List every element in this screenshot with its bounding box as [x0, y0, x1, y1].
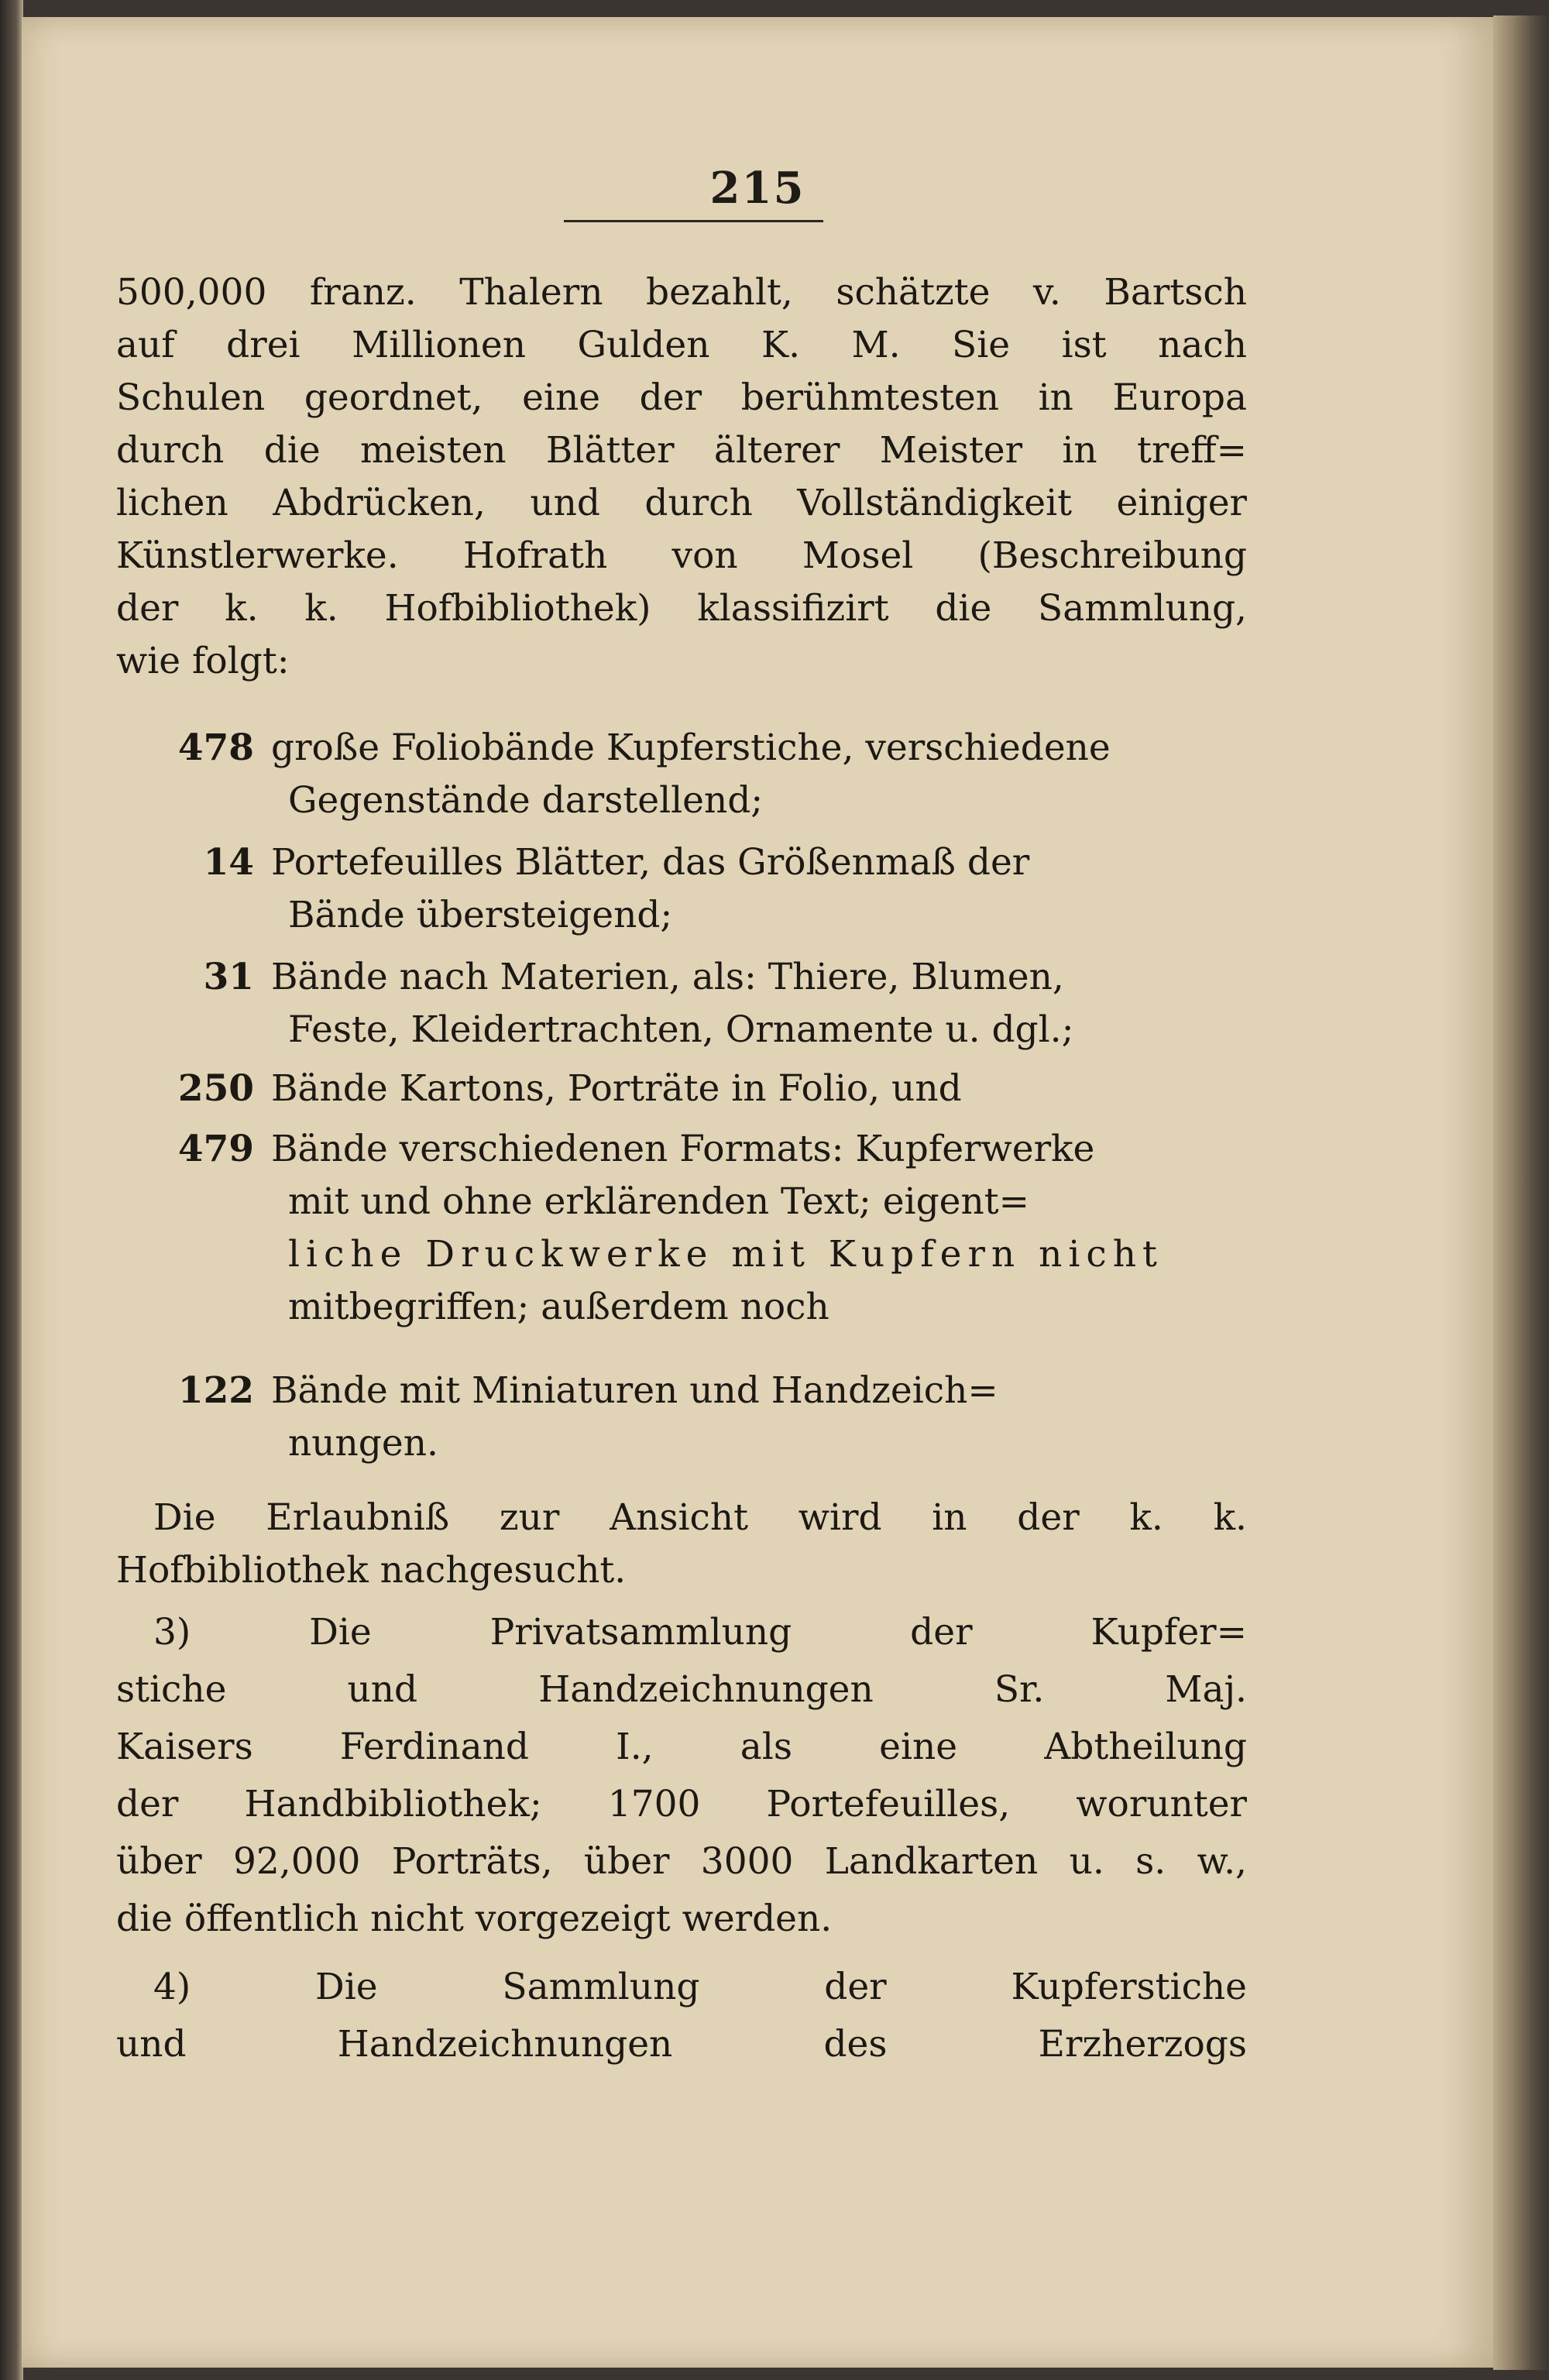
text-line: Künstlerwerke. Hofrath von Mosel (Beschreibung: [116, 534, 1247, 577]
text-line: der k. k. Hofbibliothek) klassifizirt die Sammlung,: [116, 587, 1247, 630]
text-line: 500,000 franz. Thalern bezahlt, schätzte v. Bartsch: [116, 271, 1247, 314]
text-line: auf drei Millionen Gulden K. M. Sie ist nach: [116, 324, 1247, 366]
entry-number: 478: [177, 726, 254, 769]
text-line: 3) Die Privatsammlung der Kupfer=: [153, 1611, 1247, 1654]
entry-text: Gegenstände darstellend;: [288, 779, 764, 822]
entry-text: Portefeuilles Blätter, das Größenmaß der: [271, 841, 1030, 884]
entry-text: Bände verschiedenen Formats: Kupferwerke: [271, 1128, 1095, 1170]
entry-text: Bände nach Materien, als: Thiere, Blumen,: [271, 956, 1064, 998]
list-item: [116, 951, 1247, 1004]
text-line: der Handbibliothek; 1700 Portefeuilles, worunter: [116, 1783, 1247, 1825]
entry-text: nungen.: [288, 1422, 438, 1465]
list-item: [116, 722, 1247, 774]
entry-text: Feste, Kleidertrachten, Ornamente u. dgl.;: [288, 1008, 1074, 1051]
entry-text: mitbegriffen; außerdem noch: [288, 1286, 829, 1328]
header-rule: [564, 220, 823, 222]
entry-number: 14: [203, 841, 254, 884]
entry-number: 479: [177, 1128, 254, 1170]
text-line: über 92,000 Porträts, über 3000 Landkarten u. s. w.,: [116, 1840, 1247, 1883]
text-line: Hofbibliothek nachgesucht.: [116, 1549, 627, 1592]
text-line: wie folgt:: [116, 640, 290, 682]
list-item: [116, 1063, 1247, 1115]
entry-number: 31: [203, 956, 254, 998]
text-line: stiche und Handzeichnungen Sr. Maj.: [116, 1668, 1247, 1711]
list-item: [116, 836, 1247, 889]
text-line: Schulen geordnet, eine der berühmtesten in Europa: [116, 376, 1247, 419]
entry-text: mit und ohne erklärenden Text; eigent=: [288, 1180, 1030, 1223]
entry-text: Bände mit Miniaturen und Handzeich=: [271, 1369, 998, 1412]
book-gutter: [0, 0, 23, 2380]
text-line: 4) Die Sammlung der Kupferstiche: [153, 1966, 1247, 2008]
text-line: und Handzeichnungen des Erzherzogs: [116, 2023, 1247, 2066]
entry-text: Bände übersteigend;: [288, 894, 673, 936]
text-line: durch die meisten Blätter älterer Meister in treff=: [116, 429, 1247, 472]
entry-number: 122: [177, 1369, 254, 1412]
text-line: Kaisers Ferdinand I., als eine Abtheilung: [116, 1726, 1247, 1768]
text-line: die öffentlich nicht vorgezeigt werden.: [116, 1897, 833, 1940]
entry-text: große Foliobände Kupferstiche, verschiedene: [271, 726, 1111, 769]
entry-text: Bände Kartons, Porträte in Folio, und: [271, 1067, 962, 1110]
text-line: Die Erlaubniß zur Ansicht wird in der k. k.: [153, 1496, 1247, 1539]
page-edge: [1493, 15, 1549, 2370]
page-number: 215: [709, 163, 805, 214]
book-page: [22, 17, 1493, 2368]
list-item: [116, 1123, 1247, 1176]
entry-number: 250: [177, 1067, 254, 1110]
list-item: [116, 1365, 1247, 1417]
text-line: lichen Abdrücken, und durch Vollständigkeit einiger: [116, 482, 1247, 524]
entry-text: liche Druckwerke mit Kupfern nicht: [288, 1233, 1163, 1276]
